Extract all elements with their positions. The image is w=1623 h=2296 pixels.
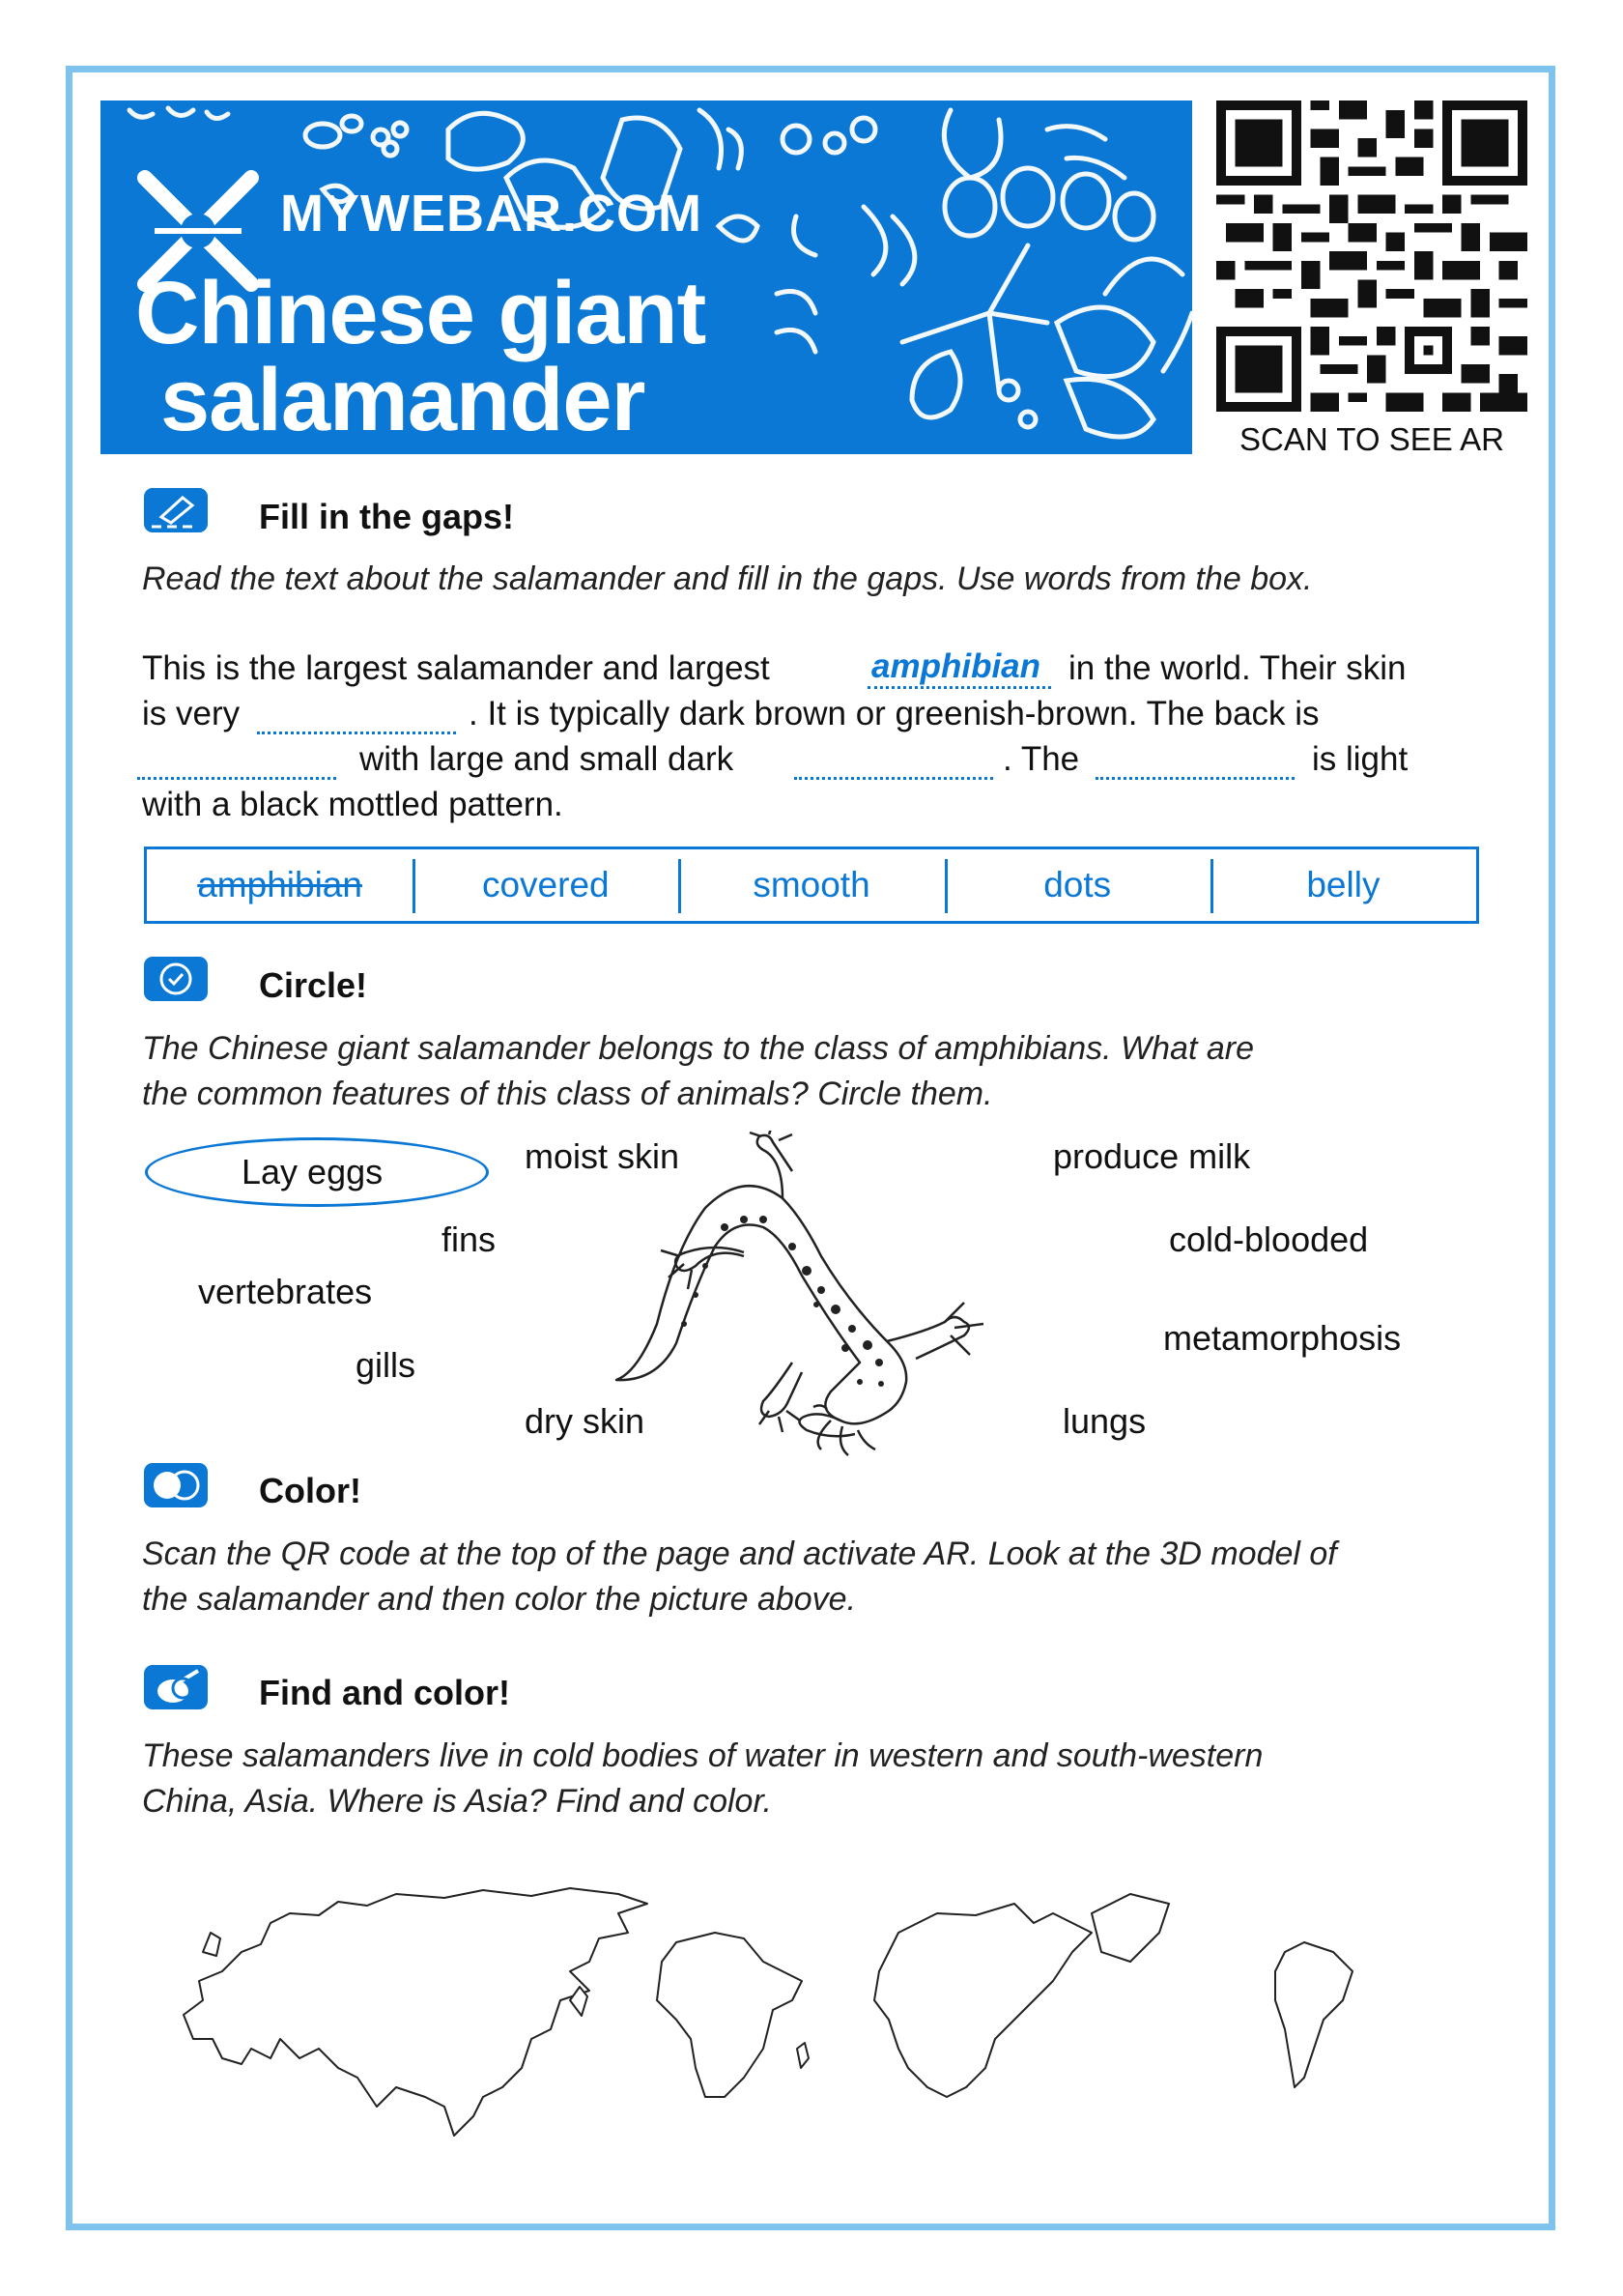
word-bank-item[interactable]: amphibian xyxy=(197,865,362,904)
feature-vertebrates[interactable]: vertebrates xyxy=(198,1272,373,1311)
feature-cold-blooded[interactable]: cold-blooded xyxy=(1169,1220,1369,1259)
passage-line3-a: with large and small dark xyxy=(359,740,734,778)
section-title-color: Color! xyxy=(259,1471,361,1510)
feature-metamorphosis[interactable]: metamorphosis xyxy=(1163,1318,1402,1358)
section-title-find-color: Find and color! xyxy=(259,1673,510,1712)
section-title-fill-gaps: Fill in the gaps! xyxy=(259,497,515,536)
feature-lungs[interactable]: lungs xyxy=(1063,1401,1147,1441)
header-banner xyxy=(100,100,1192,454)
circle-instruction-line2: the common features of this class of animals? Circle them. xyxy=(142,1076,993,1112)
section-title-circle: Circle! xyxy=(259,965,368,1005)
page-title-line2: salamander xyxy=(160,351,645,449)
world-map xyxy=(164,1855,1420,2165)
continent-south-america xyxy=(1275,1942,1352,2087)
gap-5[interactable] xyxy=(1096,767,1295,780)
island-greenland xyxy=(1092,1894,1169,1962)
find-color-instruction-line1: These salamanders live in cold bodies of water in western and south-western xyxy=(142,1737,1264,1774)
island-madagascar xyxy=(797,2043,809,2068)
word-bank-item[interactable]: smooth xyxy=(678,849,944,921)
salamander-illustration[interactable] xyxy=(599,1131,1043,1478)
word-bank-item[interactable]: dots xyxy=(945,849,1210,921)
island-uk xyxy=(203,1933,220,1956)
fill-gaps-instruction: Read the text about the salamander and fill in the gaps. Use words from the box. xyxy=(142,560,1313,597)
word-bank xyxy=(144,847,1479,924)
feature-gills[interactable]: gills xyxy=(356,1345,416,1385)
passage-line1-end: in the world. Their skin xyxy=(1068,649,1407,687)
brand-name: MYWEBAR.COM xyxy=(280,185,702,243)
passage-line3-b: . The xyxy=(1003,740,1080,778)
gap-3[interactable] xyxy=(137,767,336,780)
page-title-line1: Chinese giant xyxy=(135,264,706,362)
passage-line2-end: . It is typically dark brown or greenish-brown. The back is xyxy=(469,695,1320,732)
color-instruction-line2: the salamander and then color the picture above. xyxy=(142,1581,857,1618)
color-instruction-line1: Scan the QR code at the top of the page and activate AR. Look at the 3D model of xyxy=(142,1535,1337,1572)
circle-instruction-line1: The Chinese giant salamander belongs to the class of amphibians. What are xyxy=(142,1030,1254,1067)
feature-lay-eggs[interactable]: Lay eggs xyxy=(242,1152,384,1191)
passage-line1-start: This is the largest salamander and largest xyxy=(142,649,770,687)
passage-line2-start: is very xyxy=(142,695,241,732)
feature-dry-skin[interactable]: dry skin xyxy=(525,1401,645,1441)
pencil-gaps-icon xyxy=(144,488,208,532)
word-bank-item[interactable]: covered xyxy=(413,849,678,921)
gap-1-answer[interactable]: amphibian xyxy=(871,647,1041,685)
qr-caption: SCAN TO SEE AR xyxy=(1239,421,1504,457)
feature-fins[interactable]: fins xyxy=(441,1220,497,1259)
word-bank-item[interactable]: belly xyxy=(1210,849,1476,921)
brush-icon xyxy=(144,1665,208,1709)
find-color-instruction-line2: China, Asia. Where is Asia? Find and color. xyxy=(142,1783,772,1820)
gap-2[interactable] xyxy=(257,722,456,734)
feature-produce-milk[interactable]: produce milk xyxy=(1053,1136,1251,1176)
gap-1[interactable] xyxy=(868,676,1051,689)
qr-code[interactable] xyxy=(1212,100,1531,412)
feature-moist-skin[interactable]: moist skin xyxy=(525,1136,680,1176)
passage-line4: with a black mottled pattern. xyxy=(142,786,563,823)
continent-africa xyxy=(657,1933,802,2097)
continent-north-america xyxy=(874,1904,1092,2097)
color-toggle-icon xyxy=(144,1463,208,1507)
passage-line3-c: is light xyxy=(1312,740,1409,778)
gap-4[interactable] xyxy=(794,767,993,780)
check-circle-icon xyxy=(144,957,208,1001)
